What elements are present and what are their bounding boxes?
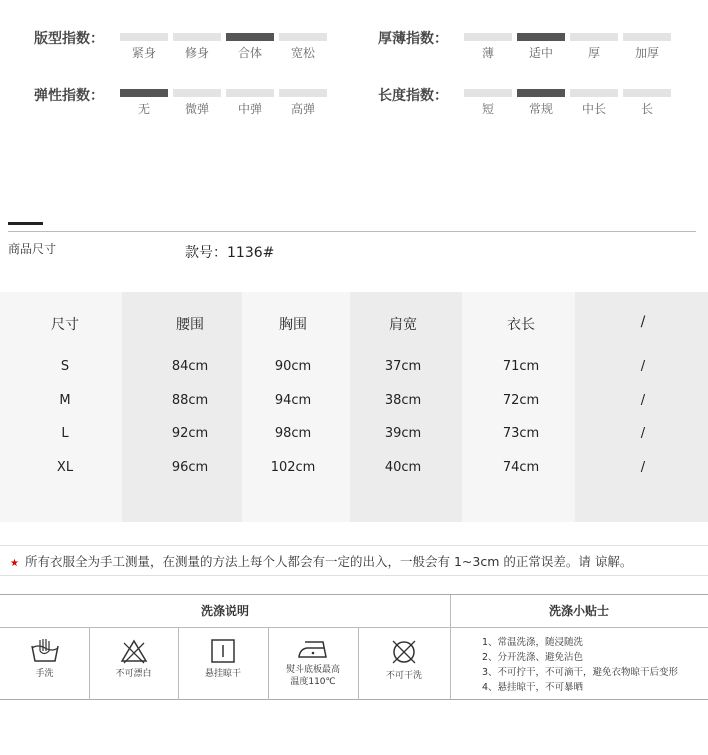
length-seg-1: [517, 89, 565, 97]
table-row-cell: 98cm: [274, 426, 312, 441]
table-row-cell: XL: [56, 460, 74, 475]
note-top-divider: [0, 545, 708, 546]
table-row-cell: 84cm: [171, 359, 209, 374]
table-row-cell: 38cm: [384, 393, 422, 408]
list-item: 3、不可拧干，不可滴干，避免衣物晾干后变形: [482, 667, 679, 678]
elasticity-index-label: 弹性指数：: [34, 88, 104, 104]
fit-option: 修身: [184, 46, 209, 60]
thickness-seg-0: [464, 33, 512, 41]
table-row-cell: 73cm: [502, 426, 540, 441]
wash-caption: 悬挂晾干: [204, 669, 241, 679]
style-number: 款号：1136#: [185, 245, 275, 261]
size-table-header: 胸围: [279, 317, 307, 333]
wash-tips-list: [482, 635, 678, 695]
elasticity-option: 高弹: [290, 102, 315, 116]
table-row-cell: 96cm: [171, 460, 209, 475]
measurement-note-text: 所有衣服全为手工测量，在测量的方法上每个人都会有一定的出入，一般会有 1~3cm 的正常误差。请 谅解。: [24, 554, 633, 569]
table-row-cell: /: [640, 359, 646, 374]
table-row-cell: 102cm: [270, 460, 316, 475]
thickness-index-label: 厚薄指数：: [378, 31, 448, 47]
thickness-option: 薄: [481, 46, 494, 60]
table-row-cell: 71cm: [502, 359, 540, 374]
wash-item-hand-wash: [0, 628, 89, 700]
table-row-cell: M: [59, 393, 71, 408]
section-divider: [8, 231, 696, 232]
elasticity-seg-3: [279, 89, 327, 97]
length-option: 常规: [528, 102, 553, 116]
fit-seg-2: [226, 33, 274, 41]
measurement-note: [10, 552, 632, 570]
table-row-cell: 94cm: [274, 393, 312, 408]
star-icon: ★: [10, 558, 19, 569]
elasticity-seg-2: [226, 89, 274, 97]
fit-index-label: 版型指数：: [34, 31, 104, 47]
size-table: [0, 292, 708, 522]
note-bottom-divider: [0, 575, 708, 576]
fit-option: 合体: [237, 46, 262, 60]
wash-table: [0, 594, 708, 700]
table-row-cell: 90cm: [274, 359, 312, 374]
length-option: 短: [481, 102, 494, 116]
wash-divider: [450, 595, 451, 699]
wash-instructions-title: 洗涤说明: [200, 604, 249, 618]
list-item: 1、常温洗涤，随浸随洗: [482, 637, 584, 648]
iron-icon: [296, 638, 330, 662]
size-table-header: 尺寸: [51, 317, 79, 333]
thickness-option: 加厚: [634, 46, 659, 60]
wash-item-no-dry-clean: [358, 628, 450, 700]
length-seg-2: [570, 89, 618, 97]
elasticity-option: 微弹: [184, 102, 209, 116]
size-table-header: 腰围: [176, 317, 204, 333]
fit-seg-3: [279, 33, 327, 41]
thickness-seg-3: [623, 33, 671, 41]
fit-seg-0: [120, 33, 168, 41]
length-index-label: 长度指数：: [378, 88, 448, 104]
length-seg-0: [464, 89, 512, 97]
section-title: 商品尺寸: [8, 242, 57, 256]
wash-caption: 熨斗底板最高 温度110℃: [285, 665, 340, 687]
elasticity-option: 无: [137, 102, 150, 116]
table-row-cell: /: [640, 426, 646, 441]
elasticity-option: 中弹: [237, 102, 262, 116]
table-row-cell: 72cm: [502, 393, 540, 408]
no-bleach-icon: [120, 638, 148, 664]
thickness-option: 厚: [587, 46, 600, 60]
wash-caption: 不可漂白: [115, 669, 152, 679]
table-row-cell: /: [640, 393, 646, 408]
wash-item-iron: [268, 628, 358, 700]
no-dry-clean-icon: [390, 638, 418, 666]
table-row-cell: 40cm: [384, 460, 422, 475]
length-option: 中长: [581, 102, 606, 116]
wash-item-hang-dry: [178, 628, 268, 700]
wash-item-no-bleach: [89, 628, 178, 700]
length-option: 长: [640, 102, 653, 116]
list-item: 4、悬挂晾干，不可暴晒: [482, 682, 584, 693]
table-row-cell: 39cm: [384, 426, 422, 441]
table-row-cell: S: [60, 359, 70, 374]
table-row-cell: /: [640, 460, 646, 475]
wash-caption: 不可干洗: [385, 671, 422, 681]
list-item: 2、分开洗涤、避免沾色: [482, 652, 584, 663]
hand-wash-icon: [29, 638, 61, 664]
fit-option: 宽松: [290, 46, 315, 60]
table-row-cell: L: [61, 426, 69, 441]
section-accent-line: [8, 222, 43, 225]
table-row-cell: 37cm: [384, 359, 422, 374]
thickness-seg-1: [517, 33, 565, 41]
elasticity-seg-1: [173, 89, 221, 97]
size-table-header: 衣长: [507, 317, 535, 333]
hang-dry-icon: [209, 638, 237, 664]
table-row-cell: 88cm: [171, 393, 209, 408]
size-table-header: /: [640, 314, 646, 330]
length-seg-3: [623, 89, 671, 97]
thickness-seg-2: [570, 33, 618, 41]
thickness-option: 适中: [528, 46, 553, 60]
fit-option: 紧身: [131, 46, 156, 60]
table-row-cell: 92cm: [171, 426, 209, 441]
elasticity-seg-0: [120, 89, 168, 97]
wash-tips-title: 洗涤小贴士: [548, 604, 609, 618]
fit-seg-1: [173, 33, 221, 41]
size-table-header: 肩宽: [389, 317, 417, 333]
table-row-cell: 74cm: [502, 460, 540, 475]
wash-caption: 手洗: [35, 669, 54, 679]
